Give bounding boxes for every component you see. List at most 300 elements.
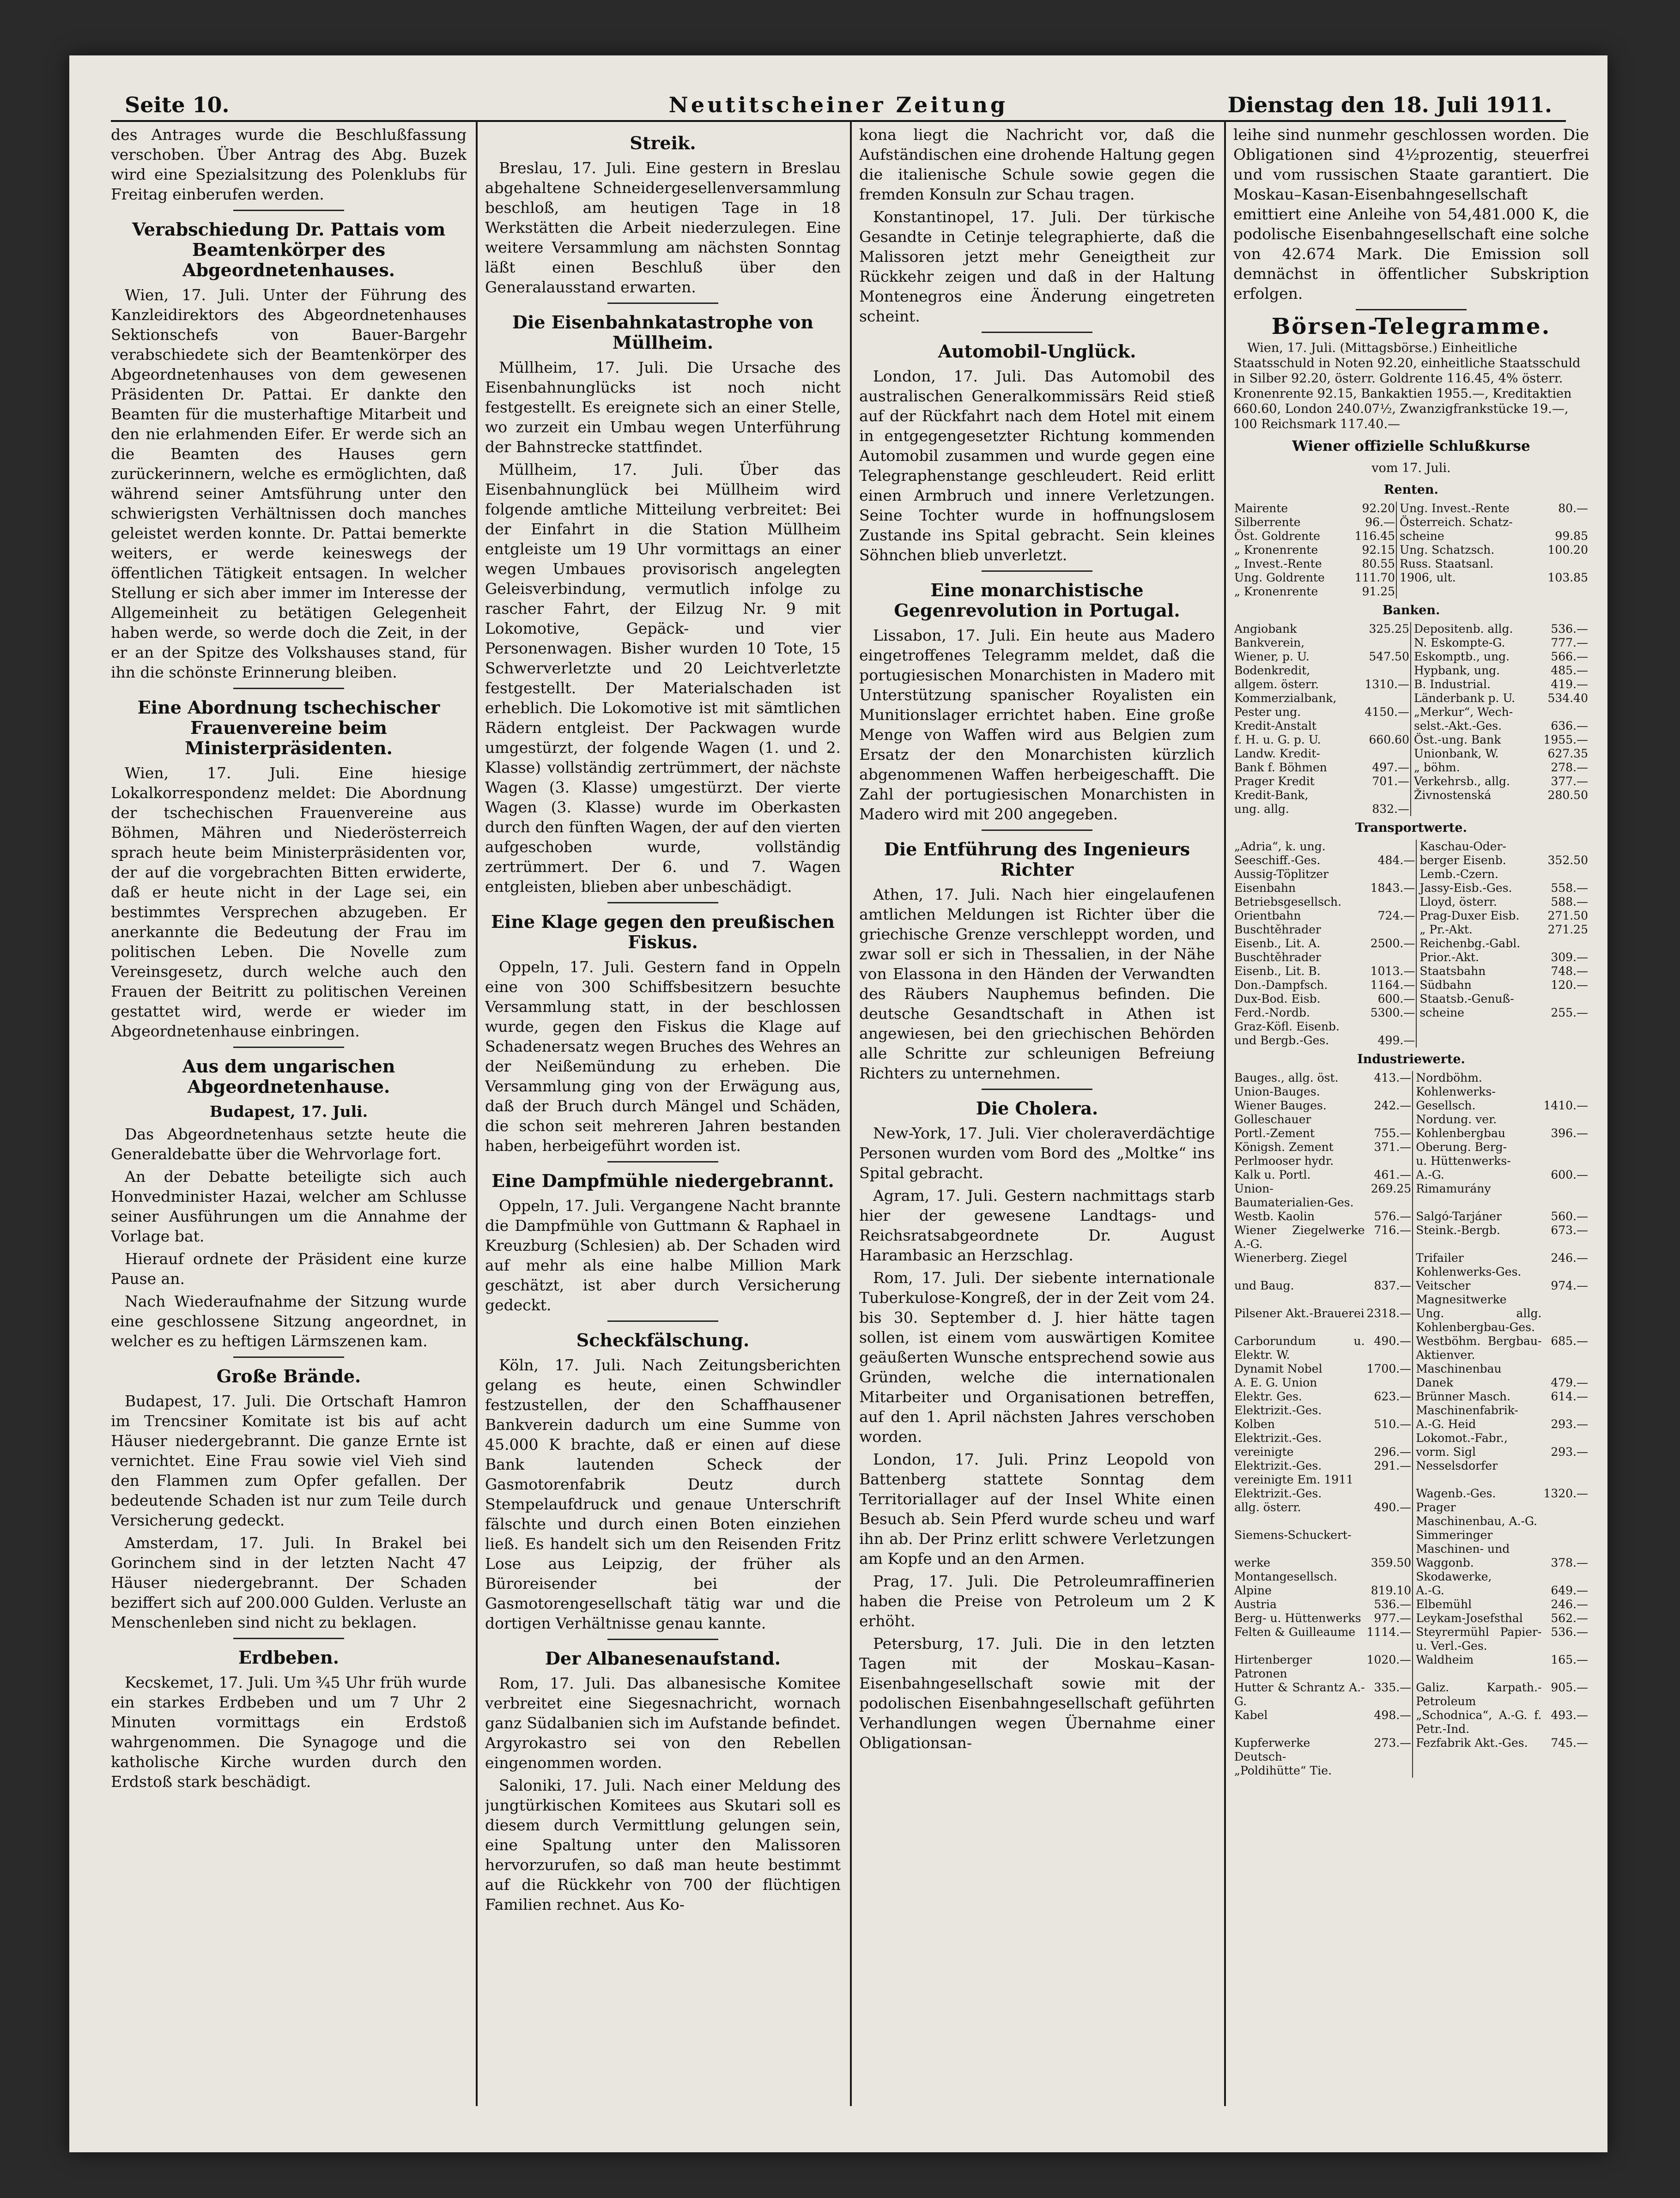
article-headline: Die Cholera.: [976, 1098, 1098, 1119]
kurse-date: vom 17. Juli.: [1371, 461, 1451, 475]
article-paragraph: leihe sind nunmehr geschlossen worden. Die Obligationen sind 4½prozentig, steuerfrei und vom russischen Staate garantiert. Die Moskau–Kasan-Eisenbahngesellschaft emittiert eine Anleihe von 54,481.000 K, die podolische Eisenbahngesellschaft eine solche von 42.674 Mark. Die Emission soll demnächst in öffentlicher Subskription erfolgen.: [1233, 126, 1589, 303]
security-name: Südbahn: [1416, 978, 1539, 992]
security-name: A.-G.: [1413, 1584, 1542, 1598]
article-headline: Erdbeben.: [238, 1647, 339, 1668]
security-price: 484.—: [1377, 854, 1415, 867]
article-headline: Eine Abordnung tschechischer Frauenvereine beim Ministerpräsidenten.: [137, 697, 440, 758]
security-price: 99.85: [1555, 529, 1588, 543]
security-name: Fezfabrik Akt.-Ges.: [1413, 1736, 1542, 1764]
security-name: Union-Bauges.: [1234, 1085, 1320, 1098]
security-price: [1356, 747, 1411, 761]
security-price: 649.—: [1551, 1584, 1588, 1597]
header-rule: [111, 120, 1566, 122]
quote-row: [1233, 1113, 1589, 1126]
quote-row: [1233, 515, 1589, 529]
security-name: Kupferwerke Deutsch-: [1234, 1736, 1310, 1763]
security-price: 246.—: [1551, 1251, 1588, 1265]
quote-row: [1233, 1034, 1589, 1048]
article-paragraph: Nach Wiederaufnahme der Sitzung wurde eine geschlossene Sitzung angeordnet, in welcher es zu heftigen Lärmszenen kam.: [111, 1292, 467, 1350]
security-name: Staatsb.-Genuß-: [1416, 992, 1539, 1006]
quote-row: [1233, 636, 1589, 650]
article-paragraph: Köln, 17. Juli. Nach Zeitungsberichten gelang es heute, einen Schwindler festzustellen, der den Schaffhausener Bankverein dadurch um eine Summe von 45.000 K brachte, daß er einen auf diese Bank lautenden Scheck der Gasmotorenfabrik Deutz durch Stempelaufdruck und genaue Unterschrift fälschte und durch einen Boten einziehen ließ. Es handelt sich um den Reisenden Fritz Lose aus Leipzig, der früher als Büroreisender bei der Gasmotorengesellschaft tätig war und die dortigen Verhältnisse genau kannte.: [485, 1356, 841, 1632]
security-price: [1540, 1020, 1589, 1034]
security-price: [1356, 636, 1411, 650]
article-headline: Automobil-Unglück.: [938, 341, 1136, 362]
article-headline: Der Albanesenaufstand.: [545, 1648, 781, 1669]
security-name: berger Eisenb.: [1416, 854, 1539, 867]
quote-row: [1233, 840, 1589, 854]
article-paragraph: Oppeln, 17. Juli. Vergangene Nacht brannte die Dampfmühle von Guttmann & Raphael in Kreuzburg (Schlesien) ab. Der Schaden wird auf mehr als eine halbe Million Mark geschätzt, ist aber durch Versicherung gedeckt.: [485, 1197, 841, 1314]
quote-row: [1233, 895, 1589, 909]
security-name: Eisenbahn: [1234, 881, 1296, 895]
security-price: 242.—: [1374, 1099, 1412, 1112]
security-name: „ böhm.: [1411, 761, 1534, 775]
security-name: Nordung. ver.: [1413, 1113, 1542, 1126]
column-rule: [1224, 120, 1226, 2106]
security-name: „Schodnica“, A.-G. f. Petr.-Ind.: [1413, 1708, 1542, 1736]
security-price: 837.—: [1374, 1279, 1412, 1292]
article-paragraph: Athen, 17. Juli. Nach hier eingelaufenen amtlichen Meldungen ist Richter über die griechische Grenze verschleppt worden, und zwar soll er sich in Thessalien, in der Nähe von Elassona in den Händen der Verwandten des Räubers Nauphemus befinden. Die deutsche Gesandtschaft in Athen ist angewiesen, bei den griechischen Behörden alle Schritte zur schleunigen Befreiung Richters zu unternehmen.: [859, 885, 1215, 1082]
dateline: Budapest, 17. Juli.: [209, 1102, 368, 1120]
security-name: f. H. u. G. p. U.: [1234, 733, 1321, 746]
section-heading-renten: Renten.: [1384, 483, 1438, 497]
security-name: u. Hüttenwerks-: [1413, 1154, 1542, 1168]
security-price: 280.50: [1547, 788, 1588, 802]
security-price: 116.45: [1354, 529, 1395, 543]
article-paragraph: Agram, 17. Juli. Gestern nachmittags starb hier der gewesene Landtags- und Reichsratsabgeordnete Dr. August Harambasic an Herzschlag.: [859, 1187, 1215, 1264]
security-price: [1366, 1113, 1413, 1126]
quote-row: [1233, 978, 1589, 992]
security-name: Kolben: [1234, 1417, 1275, 1431]
security-name: allg. österr.: [1234, 1501, 1301, 1514]
quote-row: [1233, 1390, 1589, 1404]
article-separator: [233, 210, 344, 211]
security-name: „ Pr.-Akt.: [1416, 923, 1539, 937]
section-heading-transport: Transportwerte.: [1355, 821, 1467, 835]
quote-row: [1233, 1140, 1589, 1154]
security-name: Pilsener Akt.-Brauerei: [1234, 1307, 1365, 1320]
security-price: 1700.—: [1366, 1362, 1412, 1375]
article-separator: [607, 1161, 718, 1163]
security-price: 377.—: [1551, 775, 1588, 788]
quote-row: [1233, 1099, 1589, 1113]
security-price: 461.—: [1374, 1168, 1412, 1181]
article-paragraph: Das Abgeordnetenhaus setzte heute die Generaldebatte über die Wehrvorlage fort.: [111, 1125, 467, 1163]
security-name: Wiener Bauges.: [1234, 1099, 1327, 1112]
quote-row: [1233, 1736, 1589, 1764]
quote-row: [1233, 557, 1589, 571]
security-price: 755.—: [1374, 1126, 1412, 1140]
issue-date: Dienstag den 18. Juli 1911.: [1227, 92, 1552, 117]
security-price: 576.—: [1374, 1210, 1412, 1223]
security-name: Dynamit Nobel: [1234, 1362, 1322, 1375]
security-name: Königsh. Zement: [1234, 1140, 1334, 1154]
security-price: 905.—: [1551, 1681, 1588, 1694]
security-name: A.-G. Heid: [1413, 1417, 1542, 1431]
column-rule: [850, 120, 852, 2106]
article-paragraph: Lissabon, 17. Juli. Ein heute aus Madero eingetroffenes Telegramm meldet, daß die portugiesischen Monarchisten in Madero mit Unterstützung spanischer Royalisten ein Munitionslager errichtet haben. Eine große Menge von Waffen wird aus Belgien zum Ersatz der den Monarchisten kürzlich abgenommenen Waffen herbeigeschafft. Die Zahl der portugiesischen Monarchisten in Madero wird mit 200 angegeben.: [859, 626, 1215, 823]
security-price: [1542, 1362, 1589, 1376]
quote-row: [1233, 1071, 1589, 1085]
security-name: Waggonb.: [1413, 1556, 1542, 1570]
security-price: 1320.—: [1543, 1487, 1588, 1500]
security-name: Länderbank p. U.: [1411, 691, 1534, 705]
security-price: 562.—: [1551, 1611, 1588, 1625]
column-rule: [476, 120, 478, 2106]
security-price: 91.25: [1362, 585, 1395, 598]
security-name: Landw. Kredit-: [1234, 747, 1320, 760]
quote-row: [1233, 802, 1589, 816]
quote-row: [1233, 571, 1589, 585]
article-headline: Aus dem ungarischen Abgeordnetenhause.: [182, 1056, 395, 1097]
security-name: Bankverein,: [1234, 636, 1305, 649]
security-name: Orientbahn: [1234, 909, 1301, 922]
security-name: Verkehrsb., allg.: [1411, 775, 1534, 788]
quote-row: [1233, 964, 1589, 978]
security-name: Salgó-Tarjáner: [1413, 1210, 1542, 1223]
security-name: ung. allg.: [1234, 802, 1289, 816]
column-2: [485, 125, 841, 2101]
security-price: 246.—: [1551, 1598, 1588, 1611]
article-separator: [982, 570, 1092, 572]
quote-row: [1233, 1334, 1589, 1362]
security-price: 534.40: [1547, 691, 1588, 705]
security-name: „ Invest.-Rente: [1234, 557, 1322, 570]
security-name: Živnostenská: [1411, 788, 1534, 802]
security-price: 4150.—: [1365, 705, 1409, 719]
security-price: [1534, 705, 1589, 719]
security-price: 92.20: [1362, 502, 1395, 515]
security-price: 777.—: [1551, 636, 1588, 649]
security-price: [1361, 867, 1416, 881]
article-paragraph: Konstantinopel, 17. Juli. Der türkische Gesandte in Cetinje telegraphierte, daß die Malissoren jetzt mehr Geneigtheit zur Rückkehr zeigen und daß in der Haltung Montenegros eine Änderung eingetreten scheint.: [859, 208, 1215, 325]
security-name: Prager Maschinenbau, A.-G.: [1413, 1501, 1542, 1528]
security-name: Carborundum u. Elektr. W.: [1234, 1334, 1365, 1362]
security-name: Westb. Kaolin: [1234, 1210, 1315, 1223]
security-price: 271.50: [1547, 909, 1588, 922]
quote-row: [1233, 1307, 1589, 1334]
quote-row: [1233, 719, 1589, 733]
quote-row: [1233, 1223, 1589, 1251]
security-name: 1906, ult.: [1396, 571, 1538, 585]
security-name: Austria: [1234, 1598, 1277, 1611]
security-name: Ung. Schatzsch.: [1396, 543, 1538, 557]
security-price: 100.20: [1547, 543, 1588, 557]
boerse-report: Wien, 17. Juli. (Mittagsbörse.) Einheitliche Staatsschuld in Noten 92.20, einheitliche Staatsschuld in Silber 92.20, österr. Goldrente 116.45, 4% österr. Kronenrente 92.15, Bankaktien 1955.—, Kreditaktien 660.60, London 240.07½, Zwanzigfrankstücke 19.—, 100 Reichsmark 117.40.—: [1233, 341, 1581, 431]
security-price: 547.50: [1369, 650, 1409, 663]
security-name: „Merkur“, Wech-: [1411, 705, 1534, 719]
quote-row: [1233, 1362, 1589, 1376]
security-name: Öst. Goldrente: [1234, 529, 1320, 543]
security-name: Elektr. Ges.: [1234, 1390, 1302, 1403]
security-name: Gesellsch.: [1413, 1099, 1542, 1113]
security-name: A. E. G. Union: [1234, 1376, 1317, 1389]
security-price: 378.—: [1551, 1556, 1588, 1569]
security-name: Rimamurány: [1413, 1182, 1542, 1210]
article-headline: Eine monarchistische Gegenrevolution in Portugal.: [894, 580, 1180, 621]
security-name: Simmeringer Maschinen- und: [1413, 1528, 1542, 1556]
security-name: Steink.-Bergb.: [1413, 1223, 1542, 1251]
security-price: [1538, 515, 1589, 529]
quote-row: [1233, 1182, 1589, 1210]
quote-row: [1233, 854, 1589, 867]
quote-row: [1233, 1445, 1589, 1459]
security-name: Nordböhm.: [1413, 1071, 1542, 1085]
security-name: Elbemühl: [1413, 1598, 1542, 1611]
security-price: 588.—: [1551, 895, 1588, 908]
security-price: 497.—: [1372, 761, 1409, 774]
article-separator: [607, 902, 718, 903]
article-paragraph: Kecskemet, 17. Juli. Um ¾5 Uhr früh wurde ein starkes Erdbeben und um 7 Uhr 2 Minuten vormittags ein Erdstoß wahrgenommen. Die Synagoge und die katholische Kirche wurden durch den Erdstoß stark beschädigt.: [111, 1673, 467, 1791]
security-name: Bodenkredit,: [1234, 664, 1310, 677]
security-price: 2318.—: [1366, 1307, 1412, 1320]
security-price: [1366, 1487, 1413, 1501]
security-name: Eisenb., Lit. A.: [1234, 937, 1321, 950]
security-name: Kabel: [1234, 1708, 1268, 1722]
quote-row: [1233, 761, 1589, 775]
security-price: 701.—: [1372, 775, 1409, 788]
security-name: [1416, 1034, 1539, 1048]
article-headline: Die Entführung des Ingenieurs Richter: [884, 839, 1190, 880]
article-paragraph: Hierauf ordnete der Präsident eine kurze Pause an.: [111, 1250, 467, 1288]
security-price: [1356, 719, 1411, 733]
security-price: 673.—: [1551, 1223, 1588, 1237]
security-name: Prior.-Akt.: [1416, 951, 1539, 964]
industrie-table: [1233, 1071, 1589, 1778]
security-price: [1361, 1020, 1416, 1034]
security-price: [1538, 585, 1589, 599]
security-price: [1542, 1182, 1589, 1210]
security-price: 600.—: [1377, 992, 1415, 1005]
security-name: Golleschauer: [1234, 1113, 1311, 1126]
security-price: 1164.—: [1370, 978, 1415, 992]
security-name: A.-G.: [1413, 1168, 1542, 1182]
security-name: Graz-Köfl. Eisenb.: [1234, 1020, 1340, 1033]
security-name: „ Kronenrente: [1234, 543, 1318, 557]
article-headline: Streik.: [630, 133, 696, 153]
quote-row: [1233, 1556, 1589, 1570]
security-price: 832.—: [1372, 802, 1409, 816]
quote-row: [1233, 733, 1589, 747]
article-paragraph: Müllheim, 17. Juli. Die Ursache des Eisenbahnunglücks ist noch nicht festgestellt. Es ereignete sich an einer Stelle, wo zurzeit ein Umbau wegen Unterführung der Bahnstrecke stattfindet.: [485, 358, 841, 456]
security-price: [1366, 1528, 1413, 1556]
security-name: allgem. österr.: [1234, 678, 1319, 691]
security-price: 255.—: [1551, 1006, 1588, 1019]
security-price: [1361, 840, 1416, 854]
banken-table: [1233, 622, 1589, 816]
security-price: 685.—: [1551, 1334, 1588, 1348]
quote-row: [1233, 1085, 1589, 1099]
quote-row: [1233, 1625, 1589, 1653]
security-name: Trifailer Kohlenwerks-Ges.: [1413, 1251, 1542, 1279]
security-name: Kohlenbergbau: [1413, 1126, 1542, 1140]
article-headline: Die Eisenbahnkatastrophe von Müllheim.: [512, 312, 813, 353]
security-price: 413.—: [1374, 1071, 1412, 1084]
security-name: Elektrizit.-Ges.: [1234, 1404, 1322, 1417]
quote-row: [1233, 881, 1589, 895]
security-price: [1542, 1154, 1589, 1168]
security-price: 371.—: [1374, 1140, 1412, 1154]
security-name: Waldheim: [1413, 1653, 1542, 1681]
security-price: [1361, 951, 1416, 964]
security-name: Aussig-Töplitzer: [1234, 867, 1329, 881]
masthead-title: Neutitscheiner Zeitung: [668, 92, 1008, 117]
security-name: Kredit-Bank,: [1234, 788, 1309, 802]
security-name: Westböhm. Bergbau-Aktienver.: [1413, 1334, 1542, 1362]
security-name: Maschinenbau: [1413, 1362, 1542, 1376]
section-heading-banken: Banken.: [1382, 603, 1440, 618]
transport-table: [1233, 840, 1589, 1048]
security-price: [1366, 1764, 1413, 1778]
article-paragraph: Prag, 17. Juli. Die Petroleumraffinerien haben die Preise von Petroleum um 2 K erhöht.: [859, 1572, 1215, 1630]
security-name: Perlmooser hydr.: [1234, 1154, 1334, 1168]
security-price: [1356, 691, 1411, 705]
article-paragraph: Amsterdam, 17. Juli. In Brakel bei Gorinchem sind in der letzten Nacht 47 Häuser niedergebrannt. Der Schaden beziffert sich auf 200.000 Gulden. Verluste an Menschenleben sind nicht zu beklagen.: [111, 1534, 467, 1631]
security-price: 510.—: [1374, 1417, 1412, 1431]
security-name: [1411, 802, 1534, 816]
article-headline: Eine Dampfmühle niedergebrannt.: [491, 1170, 834, 1191]
article-paragraph: London, 17. Juli. Das Automobil des australischen Generalkommissärs Reid stieß auf der Rückfahrt nach dem Hotel mit einem in entgegengesetzter Richtung kommenden Automobil zusammen und wurde gegen eine Telegraphenstange geschleudert. Reid erlitt einen Armbruch und innere Verletzungen. Seine Tochter wurde in hoffnungslosem Zustande ins Spital gebracht. Sein kleines Söhnchen blieb unverletzt.: [859, 367, 1215, 564]
security-name: scheine: [1416, 1006, 1539, 1020]
quote-row: [1233, 937, 1589, 951]
quote-row: [1233, 678, 1589, 691]
security-name: Prag-Duxer Eisb.: [1416, 909, 1539, 923]
quote-row: [1233, 1708, 1589, 1736]
article-headline: Verabschiedung Dr. Pattais vom Beamtenkörper des Abgeordnetenhauses.: [132, 219, 446, 280]
article-paragraph: Rom, 17. Juli. Der siebente internationale Tuberkulose-Kongreß, der in der Zeit vom 24. bis 30. September d. J. hier hätte tagen sollen, ist einem vom auswärtigen Komitee geäußerten Wunsche entsprechend sowie aus Gründen, welche die internationalen Mitarbeiter und Organisationen betreffen, auf den 1. April nächsten Jahres verschoben worden.: [859, 1269, 1215, 1446]
quote-row: [1233, 543, 1589, 557]
quote-row: [1233, 664, 1589, 678]
security-price: [1366, 1154, 1413, 1168]
quote-row: [1233, 1764, 1589, 1778]
security-price: 490.—: [1374, 1334, 1412, 1348]
quote-row: [1233, 1598, 1589, 1611]
security-price: 614.—: [1551, 1390, 1588, 1403]
security-price: [1366, 1251, 1413, 1279]
security-name: vereinigte: [1234, 1445, 1294, 1459]
security-name: Seeschiff.-Ges.: [1234, 854, 1321, 867]
quote-row: [1233, 585, 1589, 599]
security-price: 499.—: [1377, 1034, 1415, 1047]
security-price: 5300.—: [1370, 1006, 1415, 1019]
quote-row: [1233, 747, 1589, 761]
quote-row: [1233, 909, 1589, 923]
security-name: Betriebsgesellsch.: [1234, 895, 1342, 908]
quote-row: [1233, 1417, 1589, 1431]
security-name: Bauges., allg. öst.: [1234, 1071, 1339, 1084]
article-paragraph: des Antrages wurde die Beschlußfassung verschoben. Über Antrag des Abg. Buzek wird eine Spezialsitzung des Polenklubs für Freitag einberufen werden.: [111, 126, 467, 203]
security-price: 560.—: [1551, 1210, 1588, 1223]
article-separator: [982, 1089, 1092, 1090]
quote-row: [1233, 1404, 1589, 1417]
security-name: Skodawerke,: [1413, 1570, 1542, 1584]
security-name: [1396, 585, 1538, 599]
security-name: Portl.-Zement: [1234, 1126, 1315, 1140]
column-1: [111, 125, 467, 2101]
article-paragraph: Oppeln, 17. Juli. Gestern fand in Oppeln eine von 300 Schiffsbesitzern besuchte Versammlung statt, in der beschlossen wurde, gegen den Fiskus die Klage auf Schadenersatz wegen Bruches des Wehres an der Neißemündung zu erheben. Die Versammlung ging von der Erwägung aus, daß der Bruch durch Mängel und Schäden, die schon seit mehreren Jahren bestanden haben, herbeigeführt worden ist.: [485, 958, 841, 1155]
security-name: Reichenbg.-Gabl.: [1416, 937, 1539, 951]
quote-row: [1233, 775, 1589, 788]
security-name: Maschinenfabrik-: [1413, 1404, 1542, 1417]
quote-row: [1233, 1528, 1589, 1556]
article-headline: Eine Klage gegen den preußischen Fiskus.: [491, 911, 835, 952]
security-name: Alpine: [1234, 1584, 1272, 1597]
security-name: Ung. Goldrente: [1234, 571, 1325, 584]
security-name: Lloyd, österr.: [1416, 895, 1539, 909]
security-price: [1542, 1307, 1589, 1334]
security-name: „ Kronenrente: [1234, 585, 1318, 598]
security-price: [1540, 1034, 1589, 1048]
security-price: [1540, 867, 1589, 881]
quote-row: [1233, 867, 1589, 881]
security-price: 660.60: [1369, 733, 1409, 746]
security-name: Eskomptb., ung.: [1411, 650, 1534, 664]
kurse-headline: Wiener offizielle Schlußkurse: [1292, 438, 1530, 454]
article-paragraph: Rom, 17. Juli. Das albanesische Komitee verbreitet eine Siegesnachricht, wornach ganz Südalbanien sich im Aufstande befindet. Argyrokastro sei von den Rebellen eingenommen worden.: [485, 1674, 841, 1772]
security-name: Nesselsdorfer: [1413, 1459, 1542, 1487]
security-name: Kohlenwerks-: [1413, 1085, 1542, 1099]
security-price: 96.—: [1365, 515, 1395, 529]
security-price: 271.25: [1547, 923, 1588, 936]
security-price: [1540, 992, 1589, 1006]
quote-row: [1233, 705, 1589, 719]
quote-row: [1233, 1154, 1589, 1168]
article-separator: [233, 1356, 344, 1358]
security-price: 120.—: [1551, 978, 1588, 992]
article-paragraph: Müllheim, 17. Juli. Über das Eisenbahnunglück bei Müllheim wird folgende amtliche Mitteilung verbreitet: Bei der Einfahrt in die Station Müllheim entgleiste um 19 Uhr vormittags an einer wegen Umbaues provisorisch angelegten Geleisverbindung, vermutlich infolge zu rascher Fahrt, der Eilzug Nr. 9 mit Lokomotive, Gepäck- und vier Personenwagen. Bisher wurden 10 Tote, 15 Schwerverletzte und 20 Leichtverletzte festgestellt. Der Materialschaden ist erheblich. Die Lokomotive ist mit sämtlichen Rädern entgleist. Der Packwagen wurde umgestürzt, der folgende Wagen (1. und 2. Klasse) vollständig zertrümmert, der nächste Wagen (3. Klasse) umgestürzt. Der vierte Wagen (3. Klasse) wurde im Oberkasten durch den fünften Wagen, der auf den vierten aufgeschoben wurde, vollständig zertrümmert. Der 6. und 7. Wagen entgleisten, blieben aber unbeschädigt.: [485, 460, 841, 896]
security-price: 352.50: [1547, 854, 1588, 867]
security-price: 291.—: [1374, 1459, 1412, 1472]
security-price: 278.—: [1551, 761, 1588, 774]
security-name: Wienerberg. Ziegel: [1234, 1251, 1347, 1265]
security-price: 498.—: [1374, 1708, 1412, 1722]
security-name: Hutter & Schrantz A.-G.: [1234, 1681, 1365, 1708]
security-price: 396.—: [1551, 1126, 1588, 1140]
security-name: Elektrizit.-Ges.: [1234, 1431, 1322, 1445]
security-name: scheine: [1396, 529, 1538, 543]
quote-row: [1233, 992, 1589, 1006]
article-paragraph: kona liegt die Nachricht vor, daß die Aufständischen eine drohende Haltung gegen die italienische Schule sowie gegen die fremden Konsuln zur Schau tragen.: [859, 126, 1215, 203]
article-separator: [982, 332, 1092, 333]
section-heading-industrie: Industriewerte.: [1357, 1052, 1465, 1066]
security-name: Silberrente: [1234, 515, 1301, 529]
security-price: 293.—: [1551, 1417, 1588, 1431]
article-headline: Große Brände.: [216, 1366, 361, 1387]
security-price: 1020.—: [1366, 1653, 1412, 1666]
security-price: 623.—: [1374, 1390, 1412, 1403]
security-price: 269.25: [1371, 1182, 1412, 1195]
quote-row: [1233, 1611, 1589, 1625]
quote-row: [1233, 1210, 1589, 1223]
security-name: Eisenb., Lit. B.: [1234, 964, 1321, 978]
security-name: B. Industrial.: [1411, 678, 1534, 691]
article-headline: Scheckfälschung.: [576, 1330, 750, 1350]
security-price: 1114.—: [1366, 1625, 1412, 1639]
security-price: [1366, 1404, 1413, 1417]
quote-row: [1233, 502, 1589, 515]
quote-row: [1233, 1251, 1589, 1279]
security-price: 536.—: [1374, 1598, 1412, 1611]
security-name: werke: [1234, 1556, 1271, 1569]
security-price: 485.—: [1551, 664, 1588, 677]
security-price: 325.25: [1369, 622, 1409, 636]
page-header: [125, 83, 1552, 129]
renten-table: [1233, 502, 1589, 599]
security-name: Angiobank: [1234, 622, 1297, 636]
security-price: 1955.—: [1543, 733, 1588, 746]
security-price: [1356, 788, 1411, 802]
quote-row: [1233, 691, 1589, 705]
